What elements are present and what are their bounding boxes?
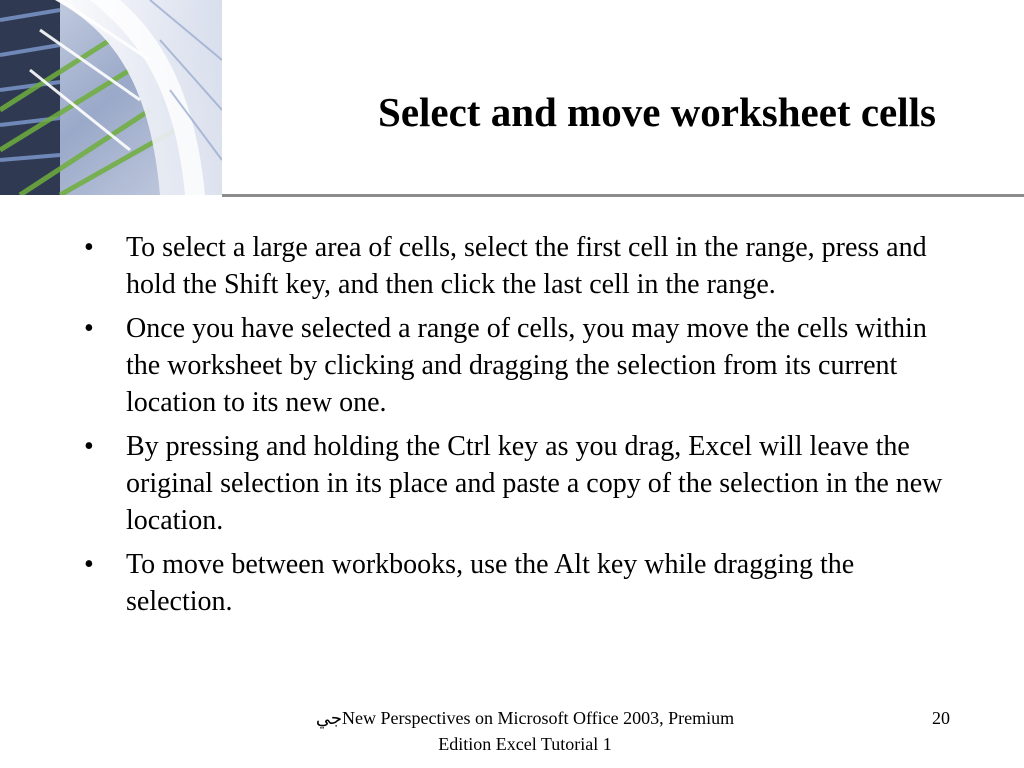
bullet-glyph: • <box>84 313 94 344</box>
bullet-item <box>84 546 964 620</box>
bullet-item <box>84 229 964 303</box>
bullet-text: To select a large area of cells, select the first cell in the range, press and hold the Shift key, and then click the last cell in the range. <box>126 232 927 300</box>
bullet-glyph: • <box>84 549 94 580</box>
footer-line-2: Edition Excel Tutorial 1 <box>438 734 612 754</box>
bullet-item <box>84 428 964 539</box>
footer-caption <box>290 705 760 757</box>
title-divider <box>222 194 1024 197</box>
bullet-text: Once you have selected a range of cells, you may move the cells within the worksheet by clicking and dragging the selection from its current location to its new one. <box>126 313 927 418</box>
footer-line-1: جيNew Perspectives on Microsoft Office 2003, Premium <box>315 708 735 728</box>
bullet-text: By pressing and holding the Ctrl key as you drag, Excel will leave the original selection in its place and paste a copy of the selection in the new location. <box>126 431 943 536</box>
bullet-list <box>84 229 964 627</box>
bullet-glyph: • <box>84 431 94 462</box>
bullet-item <box>84 310 964 421</box>
header-architecture-image <box>0 0 222 195</box>
slide-title: Select and move worksheet cells <box>378 89 936 135</box>
page-number: 20 <box>932 708 950 728</box>
bullet-glyph: • <box>84 232 94 263</box>
bullet-text: To move between workbooks, use the Alt key while dragging the selection. <box>126 549 855 617</box>
